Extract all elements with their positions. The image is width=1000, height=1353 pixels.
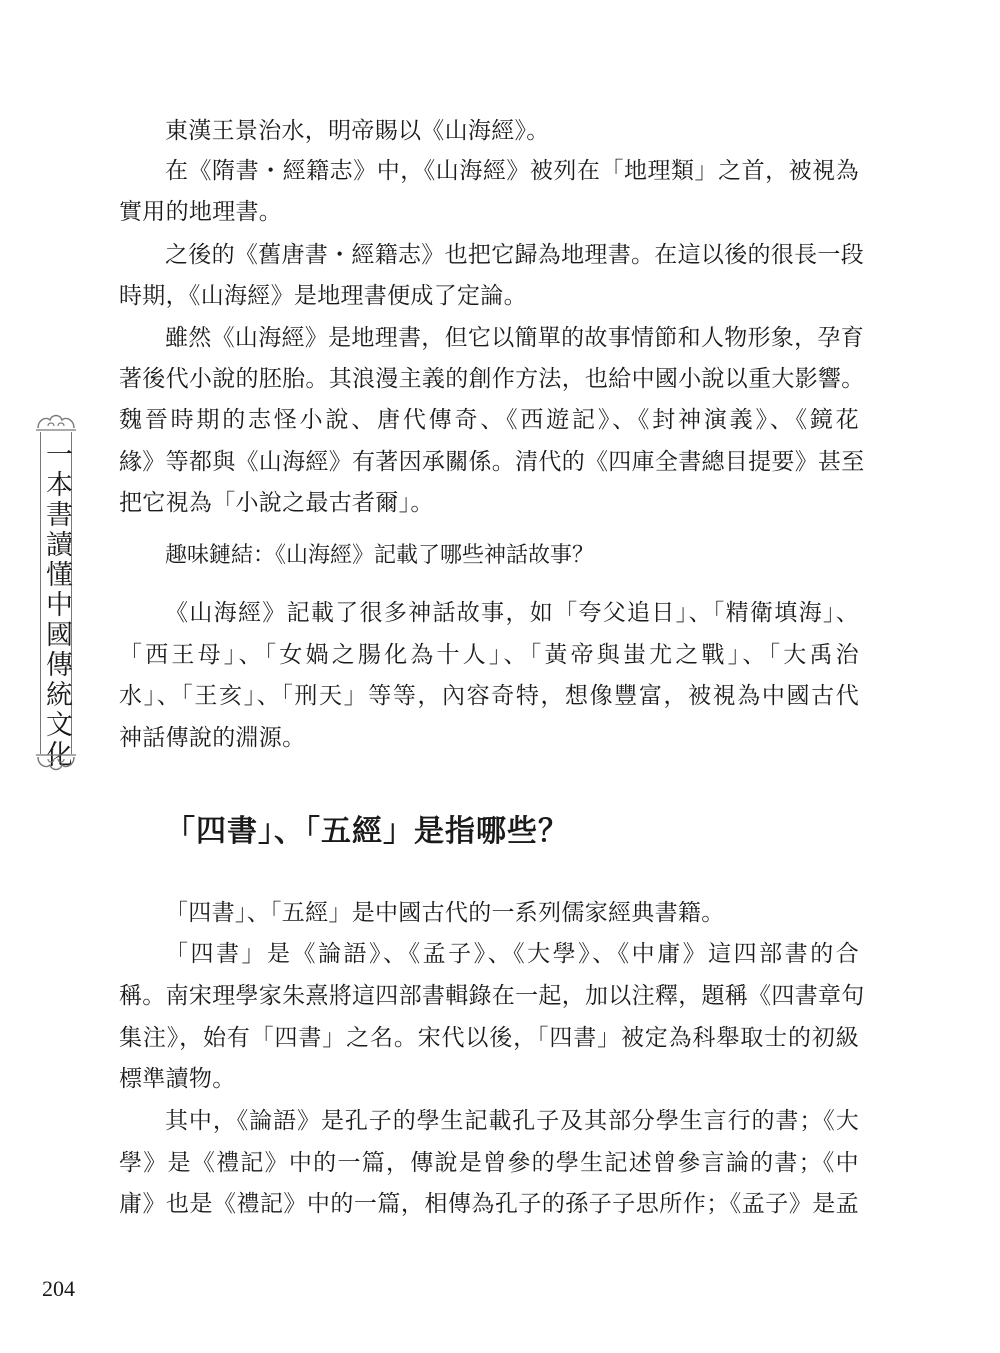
cloud-ornament-icon [34, 410, 78, 432]
text-line: 之後的《舊唐書・經籍志》也把它歸為地理書。在這以後的很長一段 [165, 242, 864, 268]
text-line: 集注》，始有「四書」之名。宋代以後，「四書」被定為科舉取士的初級 [119, 1025, 859, 1051]
text-line: 神話傳說的淵源。 [119, 725, 306, 751]
section-heading: 「四書」、「五經」是指哪些？ [165, 814, 569, 849]
page-number: 204 [42, 1276, 75, 1301]
text-line: 緣》等都與《山海經》有著因承關係。清代的《四庫全書總目提要》甚至 [119, 449, 865, 475]
text-line: 實用的地理書。 [119, 199, 283, 225]
text-line: 「四書」是《論語》、《孟子》、《大學》、《中庸》這四部書的合 [165, 941, 859, 967]
text-line: 標準讀物。 [119, 1066, 236, 1092]
text-line: 水」、「王亥」、「刑天」等等，內容奇特，想像豐富，被視為中國古代 [119, 683, 859, 709]
book-title-sidebar [34, 410, 78, 775]
text-line: 「四書」、「五經」是中國古代的一系列儒家經典書籍。 [165, 900, 725, 926]
text-line: 時期，《山海經》是地理書便成了定論。 [119, 283, 527, 309]
text-line: 庸》也是《禮記》中的一篇，相傳為孔子的孫子子思所作；《孟子》是孟 [119, 1191, 859, 1217]
text-line: 東漢王景治水，明帝賜以《山海經》。 [165, 118, 550, 144]
text-line: 學》是《禮記》中的一篇，傳說是曾參的學生記述曾參言論的書；《中 [119, 1150, 859, 1176]
text-line: 稱。南宋理學家朱熹將這四部書輯錄在一起，加以注釋，題稱《四書章句 [119, 983, 865, 1009]
book-title: 一本書讀懂中國傳統文化 [41, 440, 72, 770]
text-line: 著後代小說的胚胎。其浪漫主義的創作方法，也給中國小說以重大影響。 [119, 366, 865, 392]
text-line: 《山海經》記載了很多神話故事，如「夸父追日」、「精衛填海」、 [165, 600, 859, 626]
text-line: 「西王母」、「女媧之腸化為十人」、「黃帝與蚩尤之戰」、「大禹治 [119, 642, 859, 668]
text-line: 在《隋書・經籍志》中，《山海經》被列在「地理類」之首，被視為 [165, 158, 859, 184]
cloud-ornament-icon [34, 753, 78, 775]
text-line: 把它視為「小說之最古者爾」。 [119, 490, 434, 516]
text-line: 魏晉時期的志怪小說、唐代傳奇、《西遊記》、《封神演義》、《鏡花 [119, 407, 859, 433]
text-line: 其中，《論語》是孔子的學生記載孔子及其部分學生言行的書；《大 [165, 1108, 859, 1134]
fun-link-subheading: 趣味鏈結：《山海經》記載了哪些神話故事？ [165, 543, 595, 568]
text-line: 雖然《山海經》是地理書，但它以簡單的故事情節和人物形象，孕育 [165, 325, 864, 351]
